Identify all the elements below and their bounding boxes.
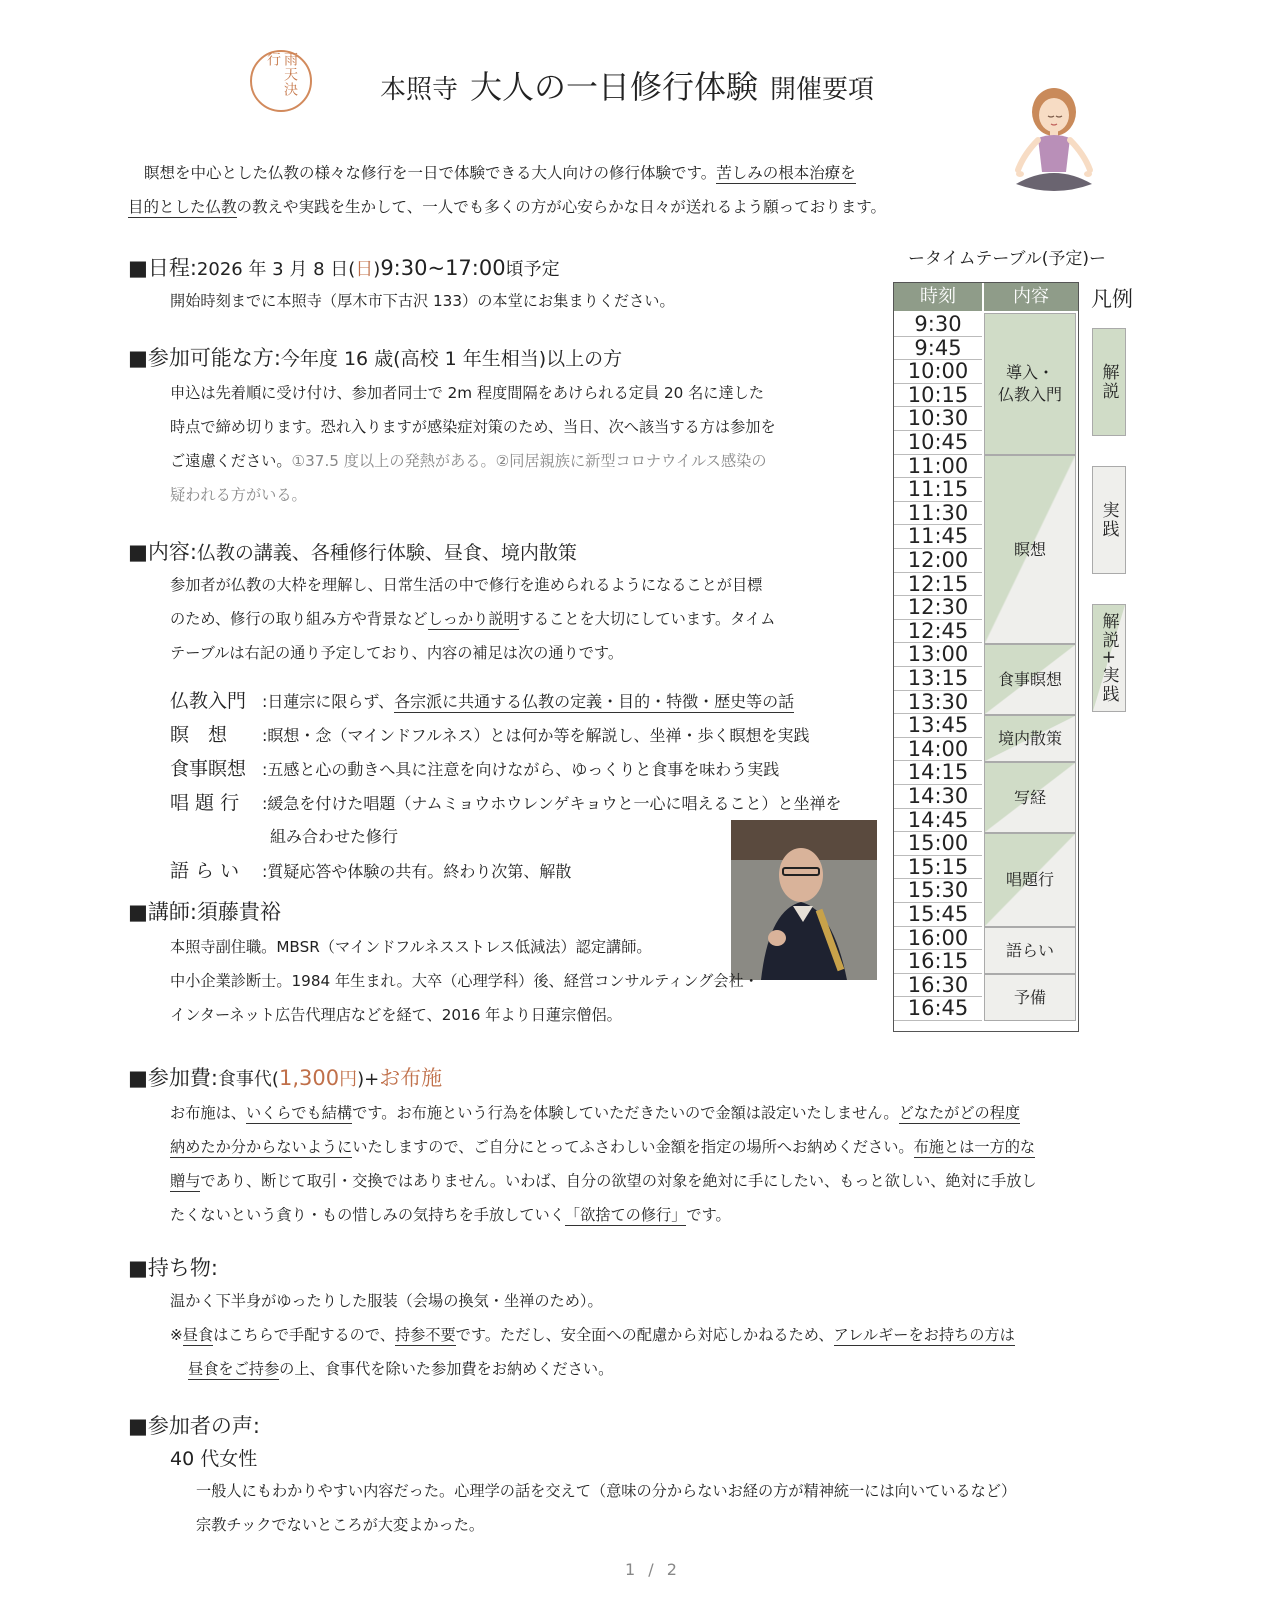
section-label: ■参加費:: [128, 1066, 218, 1090]
timetable-col-time: 時刻: [894, 283, 982, 311]
rain-or-shine-stamp: 雨天決行: [250, 50, 312, 112]
program-item: [170, 684, 794, 719]
program-term: 食事瞑想: [170, 758, 247, 780]
timetable-block: 予備: [984, 974, 1076, 1021]
timetable-block: 語らい: [984, 927, 1076, 974]
fee-plus: )+: [357, 1069, 380, 1090]
fee-line-3: [170, 1164, 1037, 1198]
fee-heading: [128, 1062, 442, 1092]
timetable-time: 10:45: [894, 431, 982, 455]
eligibility-text: ご遠慮ください。: [170, 452, 292, 470]
timetable-time: 12:15: [894, 573, 982, 597]
timetable-block: 瞑想: [984, 455, 1076, 644]
timetable-caption: ータイムテーブル(予定)ー: [908, 249, 1107, 269]
timetable-time: 11:45: [894, 525, 982, 549]
belongings-line-1: 温かく下半身がゆったりした服装（会場の換気・坐禅のため）。: [170, 1292, 603, 1310]
intro-line-1: [144, 156, 856, 190]
timetable-time: 13:45: [894, 714, 982, 738]
timetable-time: 15:00: [894, 832, 982, 856]
timetable-block: 境内散策: [984, 715, 1076, 762]
page-number: 1 / 2: [625, 1560, 681, 1579]
belongings-text: ※: [170, 1326, 183, 1344]
fee-underline: 納めたか分からないように: [170, 1138, 353, 1156]
program-term: 瞑 想: [170, 724, 247, 746]
belongings-text: の上、食事代を除いた参加費をお納めください。: [279, 1360, 614, 1378]
belongings-underline: 昼食をご持参: [188, 1360, 280, 1378]
timetable-time: 14:00: [894, 738, 982, 762]
timetable-time: 12:00: [894, 549, 982, 573]
legend-practice: 実践: [1092, 466, 1126, 574]
timetable-time: 15:30: [894, 879, 982, 903]
program-desc: :日蓮宗に限らず、: [262, 692, 395, 711]
timetable-time: 15:15: [894, 856, 982, 880]
program-item: [170, 752, 779, 787]
eligibility-line-2: 時点で締め切ります。恐れ入りますが感染症対策のため、当日、次へ該当する方は参加を: [170, 418, 776, 436]
fee-label: 食事代(: [217, 1069, 279, 1090]
timetable-time: 12:30: [894, 596, 982, 620]
timetable-time: 14:30: [894, 785, 982, 809]
belongings-underline: アレルギーをお持ちの方は: [833, 1326, 1015, 1344]
timetable-time: 10:15: [894, 384, 982, 408]
fee-underline: いくらでも結構: [245, 1104, 353, 1122]
intro-underline: 目的とした仏教: [128, 198, 237, 216]
belongings-line-3: [188, 1352, 613, 1386]
eligibility-heading: [128, 342, 622, 372]
instructor-name: 須藤貴裕: [196, 900, 281, 924]
instructor-heading: [128, 896, 281, 926]
title-prefix: 本照寺: [380, 75, 459, 105]
timetable-time: 13:15: [894, 667, 982, 691]
meditating-woman-illustration: [1006, 82, 1102, 202]
voice-person: 40 代女性: [170, 1448, 258, 1470]
voice-line-1: 一般人にもわかりやすい内容だった。心理学の話を交えて（意味の分からないお経の方が精神統一には向いているなど）: [196, 1482, 1017, 1500]
fee-text: であり、断じて取引・交換ではありません。いわば、自分の欲望の対象を絶対に手にしたい、もっと欲しい、絶対に手放し: [200, 1172, 1037, 1190]
fee-text: いたしますので、ご自分にとってふさわしい金額を指定の場所へお納めください。: [352, 1138, 914, 1156]
program-term: 仏教入門: [170, 690, 247, 712]
timetable-block: 唱題行: [984, 833, 1076, 927]
fee-line-2: [170, 1130, 1035, 1164]
belongings-text: はこちらで手配するので、: [213, 1326, 395, 1344]
timetable: [893, 282, 1079, 1032]
program-item-cont: 組み合わせた修行: [270, 827, 399, 846]
timetable-time: 16:45: [894, 997, 982, 1021]
legend-explanation: 解説: [1092, 328, 1126, 436]
fee-underline: どなたがどの程度: [898, 1104, 1021, 1122]
program-term: 唱 題 行: [170, 792, 240, 814]
instructor-bio-2: 中小企業診断士。1984 年生まれ。大卒（心理学科）後、経営コンサルティング会社・: [170, 972, 759, 990]
title-suffix: 開催要項: [770, 75, 875, 105]
timetable-time: 13:30: [894, 691, 982, 715]
page-title: [380, 62, 874, 108]
legend-title: 凡例: [1091, 287, 1133, 311]
timetable-time: 16:00: [894, 927, 982, 951]
time-note: 頃予定: [505, 259, 560, 280]
timetable-time: 14:15: [894, 761, 982, 785]
program-item: [170, 854, 571, 889]
timetable-time: 10:30: [894, 407, 982, 431]
schedule-heading: [128, 252, 560, 282]
content-text: のため、修行の取り組み方や背景など: [170, 610, 428, 628]
program-term: 語 ら い: [170, 860, 240, 882]
exclusion-conditions: ①37.5 度以上の発熱がある。②同居親族に新型コロナウイルス感染の: [291, 452, 767, 470]
program-desc: :質疑応答や体験の共有。終わり次第、解散: [262, 862, 572, 881]
belongings-underline: 持参不要: [394, 1326, 456, 1344]
program-desc: :五感と心の動きへ具に注意を向けながら、ゆっくりと食事を味わう実践: [262, 760, 780, 779]
belongings-line-2: [170, 1318, 1015, 1352]
timetable-time: 11:15: [894, 478, 982, 502]
timetable-col-content: 内容: [984, 283, 1078, 311]
timetable-block: 導入・ 仏教入門: [984, 313, 1076, 455]
eligibility-value: 今年度 16 歳(高校 1 年生相当)以上の方: [280, 348, 623, 370]
timetable-time: 16:15: [894, 950, 982, 974]
content-text: することを大切にしています。タイム: [518, 610, 776, 628]
title-main: 大人の一日修行体験: [470, 68, 759, 106]
program-item: [170, 786, 842, 821]
fee-underline: 贈与: [170, 1172, 201, 1190]
intro-underline: 苦しみの根本治療を: [716, 164, 856, 182]
program-desc-underline: 各宗派に共通する仏教の定義・目的・特徴・歴史等の話: [394, 692, 795, 711]
fee-line-4: [170, 1198, 731, 1232]
instructor-bio-3: インターネット広告代理店などを経て、2016 年より日蓮宗僧侶。: [170, 1006, 622, 1024]
eligibility-line-3: [170, 444, 767, 478]
instructor-bio-1: 本照寺副住職。MBSR（マインドフルネスストレス低減法）認定講師。: [170, 938, 652, 956]
belongings-underline: 昼食: [182, 1326, 214, 1344]
content-value: 仏教の講義、各種修行体験、昼食、境内散策: [196, 542, 577, 564]
paren: (: [348, 259, 356, 280]
content-line-1: 参加者が仏教の大枠を理解し、日常生活の中で修行を進められるようになることが目標: [170, 576, 763, 594]
paren: ): [373, 259, 381, 280]
timetable-time: 11:00: [894, 455, 982, 479]
time-range: 9:30~17:00: [380, 256, 506, 280]
timetable-time: 12:45: [894, 620, 982, 644]
fee-text: たくないという貪り・もの惜しみの気持ちを手放していく: [170, 1206, 565, 1224]
timetable-block: 写経: [984, 762, 1076, 833]
fee-underline: 布施とは一方的な: [913, 1138, 1036, 1156]
voices-heading: ■参加者の声:: [128, 1414, 260, 1438]
timetable-time: 14:45: [894, 809, 982, 833]
fee-amount: 1,300: [278, 1066, 340, 1090]
section-label: ■日程:: [128, 256, 197, 280]
timetable-time: 9:45: [894, 337, 982, 361]
fee-text: です。お布施という行為を体験していただきたいので金額は設定いたしません。: [352, 1104, 899, 1122]
content-heading: [128, 536, 577, 566]
section-label: ■参加可能な方:: [128, 346, 281, 370]
fee-text: です。: [686, 1206, 731, 1224]
legend-mixed: 解説+実践: [1092, 604, 1126, 712]
intro-text: 瞑想を中心とした仏教の様々な修行を一日で体験できる大人向けの修行体験です。: [144, 164, 717, 182]
timetable-time: 13:00: [894, 643, 982, 667]
belongings-heading: ■持ち物:: [128, 1256, 218, 1280]
program-desc: :瞑想・念（マインドフルネス）とは何か等を解説し、坐禅・歩く瞑想を実践: [262, 726, 810, 745]
instructor-photo: [731, 820, 877, 980]
date: 2026 年 3 月 8 日: [196, 259, 349, 280]
schedule-note: 開始時刻までに本照寺（厚木市下古沢 133）の本堂にお集まりください。: [170, 292, 675, 310]
timetable-time: 10:00: [894, 360, 982, 384]
fee-underline: 「欲捨ての修行」: [564, 1206, 687, 1224]
belongings-text: です。ただし、安全面への配慮から対応しかねるため、: [455, 1326, 834, 1344]
fee-offering: お布施: [379, 1066, 443, 1090]
timetable-block: 食事瞑想: [984, 644, 1076, 715]
timetable-time: 9:30: [894, 313, 982, 337]
eligibility-line-1: 申込は先着順に受け付け、参加者同士で 2m 程度間隔をあけられる定員 20 名に達した: [170, 384, 765, 402]
section-label: ■内容:: [128, 540, 197, 564]
content-line-2: [170, 602, 775, 636]
section-label: ■講師:: [128, 900, 197, 924]
timetable-time: 16:30: [894, 974, 982, 998]
timetable-time: 11:30: [894, 502, 982, 526]
content-line-3: テーブルは右記の通り予定しており、内容の補足は次の通りです。: [170, 644, 624, 662]
timetable-time: 15:45: [894, 903, 982, 927]
weekday: 日: [355, 259, 374, 280]
intro-text: の教えや実践を生かして、一人でも多くの方が心安らかな日々が送れるよう願っております。: [236, 198, 886, 216]
content-underline: しっかり説明: [427, 610, 519, 628]
program-desc: :緩急を付けた唱題（ナムミョウホウレンゲキョウと一心に唱えること）と坐禅を: [262, 794, 842, 813]
fee-unit: 円: [339, 1069, 358, 1090]
exclusion-conditions-cont: 疑われる方がいる。: [170, 486, 307, 504]
voice-line-2: 宗教チックでないところが大変よかった。: [196, 1516, 485, 1534]
program-item: [170, 718, 809, 753]
intro-line-2: [128, 190, 886, 224]
fee-text: お布施は、: [170, 1104, 246, 1122]
fee-line-1: [170, 1096, 1020, 1130]
